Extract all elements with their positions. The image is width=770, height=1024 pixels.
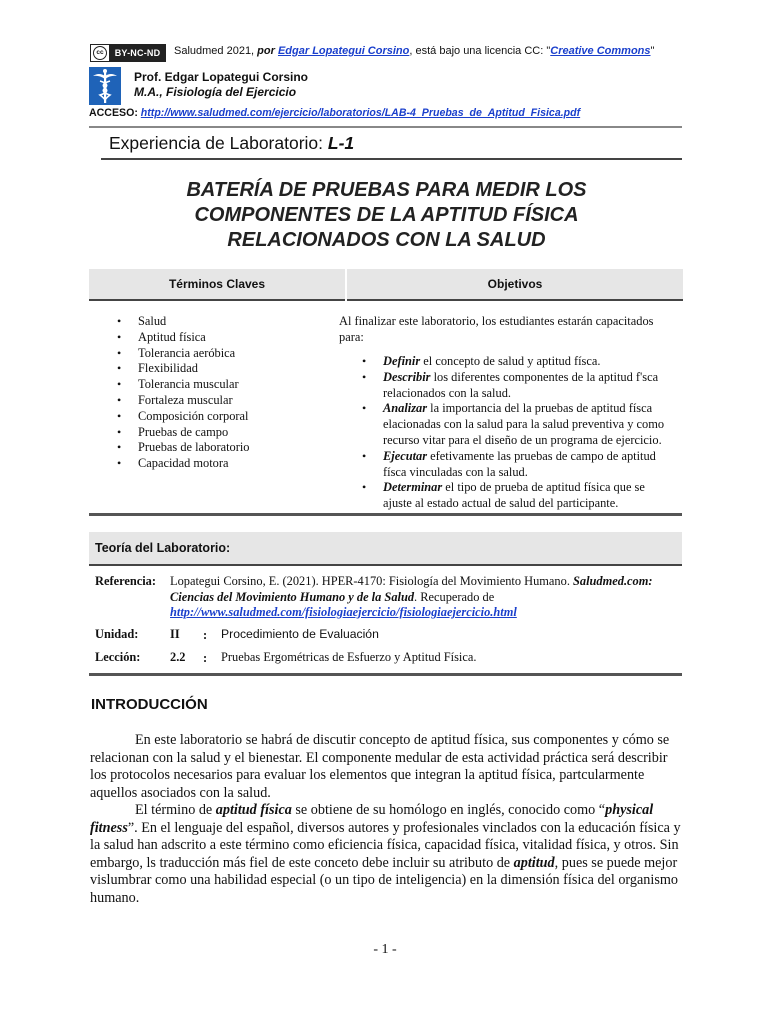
author-block bbox=[134, 70, 308, 100]
list-item: • Capacidad motora bbox=[114, 456, 344, 472]
list-item: • Fortaleza muscular bbox=[114, 393, 344, 409]
lab-code: L-1 bbox=[327, 133, 355, 153]
lesson-colon: : bbox=[203, 651, 208, 665]
theory-header: Teoría del Laboratorio: bbox=[89, 532, 682, 566]
list-item: • Tolerancia muscular bbox=[114, 377, 344, 393]
caduceus-icon bbox=[89, 67, 121, 105]
unit-colon: : bbox=[203, 628, 208, 642]
list-item: • Pruebas de campo bbox=[114, 425, 344, 441]
cc-icon: cc bbox=[91, 45, 110, 61]
list-item: • Determinar el tipo de prueba de aptitud física que se ajuste al estado actual de salud del participante. bbox=[359, 480, 671, 512]
list-item: • Tolerancia aeróbica bbox=[114, 346, 344, 362]
cc-terms-label: BY-NC-ND bbox=[110, 45, 165, 61]
objectives-header-cell: Objetivos bbox=[347, 269, 683, 301]
intro-paragraph-1: En este laboratorio se habrá de discutir concepto de aptitud física, sus componentes y cómo se relacionan con la salud y el bienestar. El componente medular de esta actividad práctica será describir los protocolos necesarios para evaluar los elementos que integran la aptitud física, partcularmente aquellos asociados con la salud. bbox=[90, 732, 670, 801]
cc-license-badge[interactable] bbox=[90, 44, 166, 62]
intro-paragraph-2: El término de aptitud física se obtiene de su homólogo en inglés, conocido como “physical fitness”. En el lenguaje del español, diversos autores y profesionales vinclados con la educación física y la salud han adscrito a este término como eficiencia física, capacidad física, vitalidad física, y otros. Sin embargo, ls traducción más fiel de este conceto debe incluir su atributo de aptitud, pues se puede mejor vislumbrar como una habilidad especial (o un tipo de inteligencia) en la dimensión física del organismo humano. bbox=[90, 802, 681, 906]
introduction-heading: INTRODUCCIÓN bbox=[91, 696, 208, 713]
terms-header-cell: Términos Claves bbox=[89, 269, 345, 301]
experience-divider bbox=[101, 158, 682, 160]
list-item: • Ejecutar efetivamente las pruebas de campo de aptitud físca vinculadas con la salud. bbox=[359, 449, 671, 481]
unit-value: II bbox=[170, 627, 180, 641]
unit-description: Procedimiento de Evaluación bbox=[221, 627, 379, 641]
license-notice: Saludmed 2021, por Edgar Lopategui Corsino, está bajo una licencia CC: "Creative Commons" bbox=[174, 45, 655, 57]
lesson-label: Lección: bbox=[95, 650, 141, 664]
access-line bbox=[89, 107, 580, 119]
reference-label: Referencia: bbox=[95, 574, 157, 588]
access-url-link[interactable]: http://www.saludmed.com/ejercicio/laboratorios/LAB-4_Pruebas_de_Aptitud_Fisica.pdf bbox=[140, 107, 581, 119]
unit-label: Unidad: bbox=[95, 627, 139, 641]
list-item: • Flexibilidad bbox=[114, 361, 344, 377]
list-item: • Analizar la importancia del la pruebas de aptitud físca elacionadas con la salud para la salud preventiva y como recurso vitar para el diseño de un programa de ejercicio. bbox=[359, 401, 671, 448]
lesson-description: Pruebas Ergométricas de Esfuerzo y Aptitud Física. bbox=[221, 650, 477, 664]
creative-commons-link[interactable]: Creative Commons bbox=[550, 45, 651, 57]
author-name: Prof. Edgar Lopategui Corsino bbox=[134, 70, 309, 84]
objectives-list bbox=[359, 354, 671, 512]
page-number: - 1 - bbox=[373, 942, 397, 957]
author-title: M.A., Fisiología del Ejercicio bbox=[134, 85, 297, 99]
list-item: • Aptitud física bbox=[114, 330, 344, 346]
reference-text: Lopategui Corsino, E. (2021). HPER-4170: Fisiología del Movimiento Humano. Saludmed.com: Ciencias del Movimiento Humano y de la Salud. Recuperado de http://www.saludmed.com/fisiologiaejercicio/fisiologiaejercicio.html bbox=[170, 574, 653, 619]
key-terms-list bbox=[114, 314, 344, 472]
header-divider bbox=[89, 126, 682, 128]
list-item: • Definir el concepto de salud y aptitud físca. bbox=[359, 354, 671, 370]
list-item: • Composición corporal bbox=[114, 409, 344, 425]
table-bottom-rule bbox=[89, 513, 682, 516]
reference-url-link[interactable]: http://www.saludmed.com/fisiologiaejercicio/fisiologiaejercicio.html bbox=[170, 605, 517, 619]
lesson-value: 2.2 bbox=[170, 650, 186, 664]
access-label: ACCESO: bbox=[89, 107, 141, 119]
objectives-intro: Al finalizar este laboratorio, los estudiantes estarán capacitados para: bbox=[339, 314, 654, 344]
theory-bottom-rule bbox=[89, 673, 682, 676]
document-title: BATERÍA DE PRUEBAS PARA MEDIR LOS COMPONENTES DE LA APTITUD FÍSICA RELACIONADOS CON LA SALUD bbox=[186, 179, 587, 251]
list-item: • Salud bbox=[114, 314, 344, 330]
list-item: • Pruebas de laboratorio bbox=[114, 440, 344, 456]
author-link[interactable]: Edgar Lopategui Corsino bbox=[277, 45, 410, 57]
list-item: • Describir los diferentes componentes de la aptitud f'sca relacionados con la salud. bbox=[359, 370, 671, 402]
lab-experience-heading: Experiencia de Laboratorio: L-1 bbox=[109, 133, 355, 153]
